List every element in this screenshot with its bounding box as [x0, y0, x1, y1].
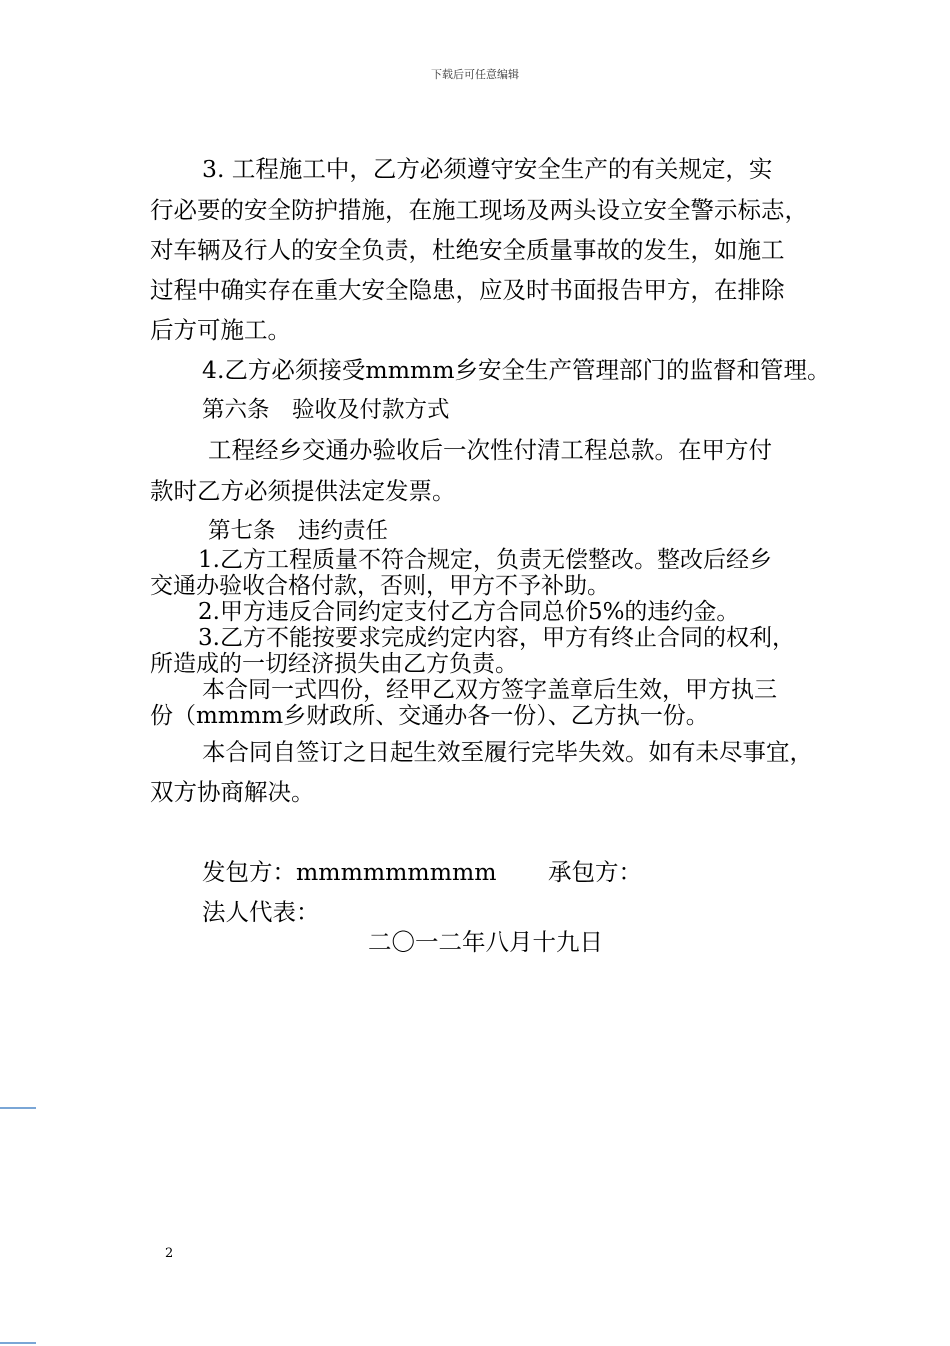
- section6-heading: 第六条 验收及付款方式: [202, 397, 450, 423]
- s5-item3-line1: 3. 工程施工中，乙方必须遵守安全生产的有关规定，实: [202, 155, 773, 183]
- s5-item3-line4: 过程中确实存在重大安全隐患，应及时书面报告甲方，在排除: [150, 276, 785, 304]
- s7-validity-line1: 本合同自签订之日起生效至履行完毕失效。如有未尽事宜，: [202, 738, 813, 766]
- s6-para-line1: 工程经乡交通办验收后一次性付清工程总款。在甲方付: [208, 436, 772, 464]
- margin-rule-lower: [0, 1342, 36, 1344]
- s5-item3-line2: 行必要的安全防护措施，在施工现场及两头设立安全警示标志，: [150, 196, 808, 224]
- page-number: 2: [165, 1246, 174, 1261]
- signing-date: 二〇一二年八月十九日: [368, 928, 603, 956]
- s5-item3-line3: 对车辆及行人的安全负责，杜绝安全质量事故的发生，如施工: [150, 236, 785, 264]
- s7-item3-line2: 所造成的一切经济损失由乙方负责。: [150, 651, 518, 677]
- contractor-label: 承包方：: [548, 858, 642, 886]
- page-header-note: 下载后可任意编辑: [431, 68, 519, 81]
- s6-para-line2: 款时乙方必须提供法定发票。: [150, 477, 456, 505]
- s5-item3-line5: 后方可施工。: [150, 316, 291, 344]
- s7-item1-line2: 交通办验收合格付款，否则，甲方不予补助。: [150, 573, 610, 599]
- issuer-label: 发包方：mmmmmmmmm: [202, 858, 497, 886]
- s7-item1-line1: 1.乙方工程质量不符合规定，负责无偿整改。整改后经乡: [198, 547, 772, 573]
- margin-rule-upper: [0, 1107, 36, 1109]
- s7-item2: 2.甲方违反合同约定支付乙方合同总价5%的违约金。: [198, 599, 740, 625]
- s7-copies-line2: 份（mmmm乡财政所、交通办各一份）、乙方执一份。: [150, 703, 709, 729]
- s7-validity-line2: 双方协商解决。: [150, 778, 315, 806]
- legal-rep-label: 法人代表：: [202, 898, 320, 926]
- section7-heading: 第七条 违约责任: [208, 518, 389, 544]
- s5-item4: 4.乙方必须接受mmmm乡安全生产管理部门的监督和管理。: [202, 356, 831, 384]
- s7-item3-line1: 3.乙方不能按要求完成约定内容，甲方有终止合同的权利，: [198, 625, 795, 651]
- s7-copies-line1: 本合同一式四份，经甲乙双方签字盖章后生效，甲方执三: [202, 677, 777, 703]
